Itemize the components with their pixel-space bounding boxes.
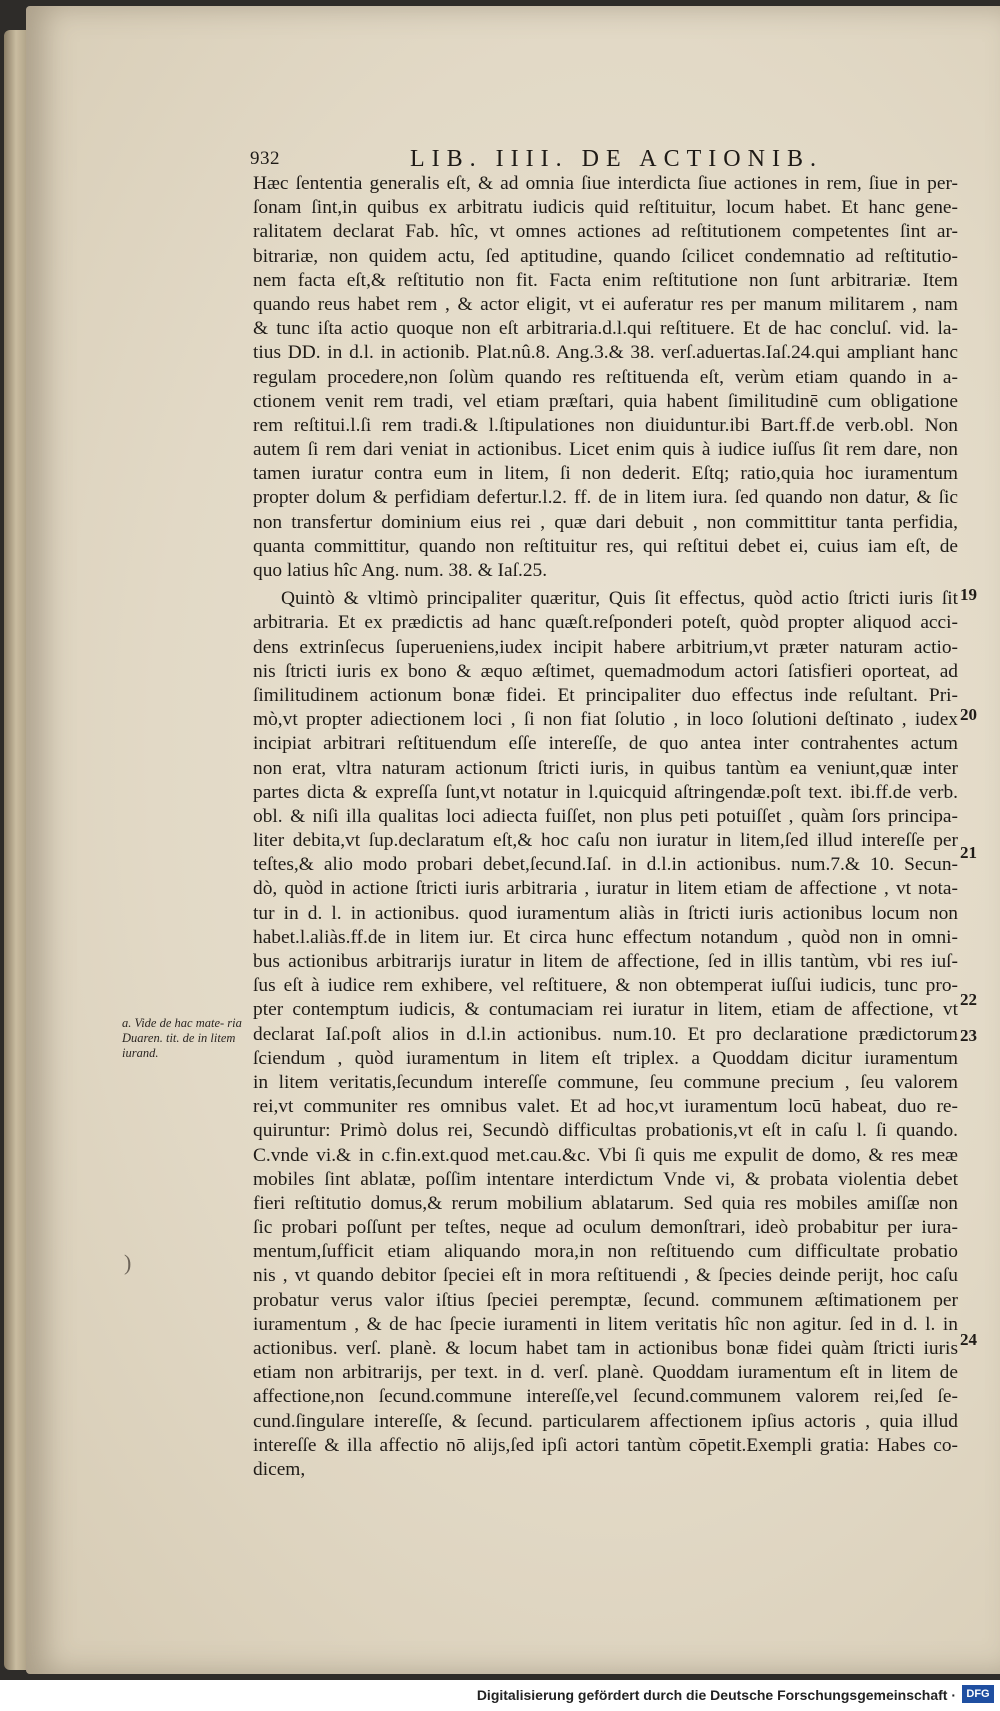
text-line: nem facta eſt,& reſtitutio non fit. Facta enim reſtitutione non ſunt arbitrariæ. Item [253, 269, 958, 291]
text-line: non transfertur dominium eius rei , quæ dari debuit , non committitur tanta perfidia, [253, 511, 958, 533]
text-line: iuramentum , & de hac ſpecie iuramenti in litem veritatis hîc non agitur. ſed in d. l. in [253, 1313, 958, 1335]
text-line: propter dolum & perfidiam defertur.l.2. ff. de in litem iura. ſed quando non datur, & ſic [253, 487, 958, 509]
text-line: dò, quòd in actione ſtricti iuris arbitraria , iuratur in litem etiam de affectione , vt nota- [253, 878, 958, 900]
text-line: actionibus. verſ. planè. & locum habet tam in actionibus bonæ fidei quàm ſtricti iuris [253, 1338, 958, 1359]
text-line: rei,vt communiter res omnibus valet. Et ad hoc,vt iuramentum locū habeat, duo re- [253, 1096, 958, 1118]
pencil-mark: ) [124, 1250, 132, 1275]
funding-credit: Digitalisierung gefördert durch die Deutsche Forschungsgemeinschaft · [476, 1687, 956, 1703]
text-line: tius DD. in d.l. in actionib. Plat.nû.8. Ang.3.& 38. verſ.aduertas.Iaſ.24.qui ampliant hanc [253, 342, 958, 364]
text-line: quando reus habet rem , & actor eligit, vt ei auferatur res per manum militarem , nam [253, 293, 958, 315]
text-line: ſonam ſint,in quibus ex arbitratu iudicis quid reſtituitur, locum habet. Et hanc gene- [253, 197, 958, 219]
text-line: ſimilitudinem actionum bonæ fidei. Et principaliter duo effectus inde reſultant. Pri- [253, 684, 958, 706]
margin-number: 20 [960, 705, 977, 724]
text-line: fieri reſtitutio domus,& rerum mobilium ablatarum. Sed quia res mobiles amiſſæ non [253, 1192, 958, 1214]
text-line: probatur verus valor iſtius ſpeciei peremptæ, ſecund. communem æſtimationem per [253, 1289, 958, 1311]
margin-number: 19 [960, 585, 977, 604]
text-line: quo latius hîc Ang. num. 38. & Iaſ.25. [253, 560, 548, 581]
marginal-note: a. Vide de hac mate- ria Duaren. tit. de in litem iurand. [122, 1016, 242, 1060]
text-line: dicem, [253, 1458, 306, 1480]
text-line: nis ſtricti iuris ex bono & æquo æſtimet, quemadmodum actori ſatisfieri oporteat, ad [253, 660, 958, 682]
text-line: arbitraria. Et ex prædictis ad hanc quæſt.reſponderi poteſt, quòd propter aliquod acci- [253, 612, 958, 634]
margin-number: 21 [960, 843, 977, 862]
text-line: habet.l.aliàs.ff.de in litem iur. Et circa hunc effectum notandum , quòd non in omni- [253, 926, 958, 948]
text-line: ſus eſt à iudice rem exhibere, vel reſtituere, & non obtemperat iuſſui iudicis, tunc pro- [253, 975, 958, 997]
text-line: teſtes,& alio modo probari debet,ſecund.Iaſ. in d.l.in actionibus. num.7.& 10. Secun- [253, 854, 958, 876]
text-line: mentum,ſufficit etiam aliquando mora,in non reſtituendo cum difficultate probatio [253, 1241, 958, 1263]
text-line: regulam procedere,non ſolùm quando res reſtituenda eſt, verùm etiam quando in a- [253, 366, 958, 388]
page-number: 932 [250, 148, 280, 169]
text-line: cund.ſingulare intereſſe, & ſecund. particularem affectionem ipſius actoris , quia illud [253, 1410, 958, 1432]
text-line: tur in d. l. in actionibus. quod iuramentum aliàs in ſtricti iuris actionibus locum non [253, 902, 958, 924]
text-line: Quintò & vltimò principaliter quæritur, Quis ſit effectus, quòd actio ſtricti iuris ſit [281, 588, 958, 610]
dfg-logo-icon: DFG [962, 1685, 994, 1703]
margin-number: 24 [960, 1330, 977, 1349]
text-line: intereſſe & illa affectio nō alijs,ſed ipſi actori tantùm cōpetit.Exempli gratia: Habes co- [253, 1434, 958, 1456]
text-line: rem reſtitui.l.ſi rem tradi.& l.ſtipulationes non diuiduntur.ibi Bart.ff.de verb.obl. Non [253, 414, 958, 436]
text-line: obl. & niſi illa qualitas loci adiecta fuiſſet, non plus peti potuiſſet , quàm ſors principa- [253, 805, 958, 827]
text-line: & tunc iſta actio quoque non eſt arbitraria.d.l.qui reſtituere. Et de hac concluſ. vid. la- [253, 318, 958, 340]
text-line: C.vnde vi.& in c.fin.ext.quod met.cau.&c. Vbi ſi quis me expulit de domo, & res meæ [253, 1144, 958, 1166]
text-line: incipiat arbitrari reſtituendum eſſe intereſſe, de quo antea inter contrahentes actum [253, 733, 958, 755]
text-line [253, 1482, 958, 1506]
text-line: affectione,non ſecund.commune intereſſe,vel ſecund.communem valorem rei,ſed ſe- [253, 1386, 958, 1408]
text-line: ralitatem declarat Fab. hîc, vt omnes actiones ad reſtitutionem competentes ſint ar- [253, 221, 958, 243]
text-line: liter debita,vt ſup.declaratum eſt,& hoc caſu non iuratur in litem,ſed illud intereſſe per [253, 830, 958, 852]
text-line: etiam non arbitrarijs, per text. in d. verſ. planè. Quoddam iuramentum eſt in litem de [253, 1362, 958, 1384]
text-line: bitrariæ, non quidem actu, ſed aptitudine, quando ſcilicet condemnatio ad reſtitutio- [253, 245, 958, 267]
text-line: non erat, vltra naturam actionum ſtricti iuris, in quibus tantùm ea veniunt,quæ inter [253, 757, 958, 779]
text-line: quiruntur: Primò dolus rei, Secundò difficultas probationis,vt eſt in caſu l. ſi quando. [253, 1120, 958, 1142]
text-line: ctionem venit rem tradi, vel etiam præſtari, quia habent ſimilitudinē cum obligatione [253, 390, 958, 412]
margin-number: 23 [960, 1026, 977, 1045]
text-line: autem ſi rem dari veniat in actionibus. Licet enim quis à iudice iuſſus ſit rem dare, non [253, 439, 958, 461]
footer-bar [0, 1680, 1000, 1711]
text-line: ſic probari poſſunt per teſtes, neque ad oculum demonſtrari, ideò probabitur per iura- [253, 1217, 958, 1239]
text-line: ſciendum , quòd iuramentum in litem eſt triplex. a Quoddam dicitur iuramentum [253, 1047, 958, 1069]
text-line: partes dicta & expreſſa ſunt,vt notatur in l.quicquid aſtringendæ.poſt text. ibi.ff.de verb. [253, 781, 958, 803]
text-line: quanta committitur, quando non reſtituitur res, qui reſtitui debet ei, cuius iam eſt, de [253, 535, 958, 557]
text-line: pter contemptum iudicis, & contumaciam rei iuratur in litem, etiam de affectione, vt [253, 999, 958, 1021]
text-line: nis , vt quando debitor ſpeciei eſt in mora reſtituendi , & ſpecies deinde perijt, hoc caſu [253, 1265, 958, 1287]
main-text-block [253, 172, 958, 1506]
text-line: dens extrinſecus ſuperueniens,iudex incipit habere arbitrium,vt præter naturam actio- [253, 636, 958, 658]
text-line: bus actionibus arbitrarijs iuratur in litem de affectione, ſed in illis tantùm, vbi res iuſ- [253, 951, 958, 972]
text-line: mò,vt propter adiectionem loci , ſi non fiat ſolutio , in loco ſolutioni deſtinato , iudex [253, 709, 958, 731]
margin-number: 22 [960, 990, 977, 1009]
text-line: declarat Iaſ.poſt alios in d.l.in actionibus. num.10. Et pro declaratione prædictorum [253, 1023, 958, 1045]
running-head: LIB. IIII. DE ACTIONIB. [410, 146, 823, 172]
text-line: Hæc ſententia generalis eſt, & ad omnia ſiue interdicta ſiue actiones in rem, ſiue in per- [253, 173, 958, 194]
text-line: tamen iuratur contra eum in litem, ſi non dederit. Eſtq; ratio,quia hoc iuramentum [253, 463, 958, 485]
text-line: in litem veritatis,ſecundum intereſſe commune, ſeu commune precium , ſeu valorem [253, 1071, 958, 1093]
text-line: mobiles ſint ablatæ, poſſim intentare interdictum Vnde vi, & probata violentia debet [253, 1168, 958, 1190]
